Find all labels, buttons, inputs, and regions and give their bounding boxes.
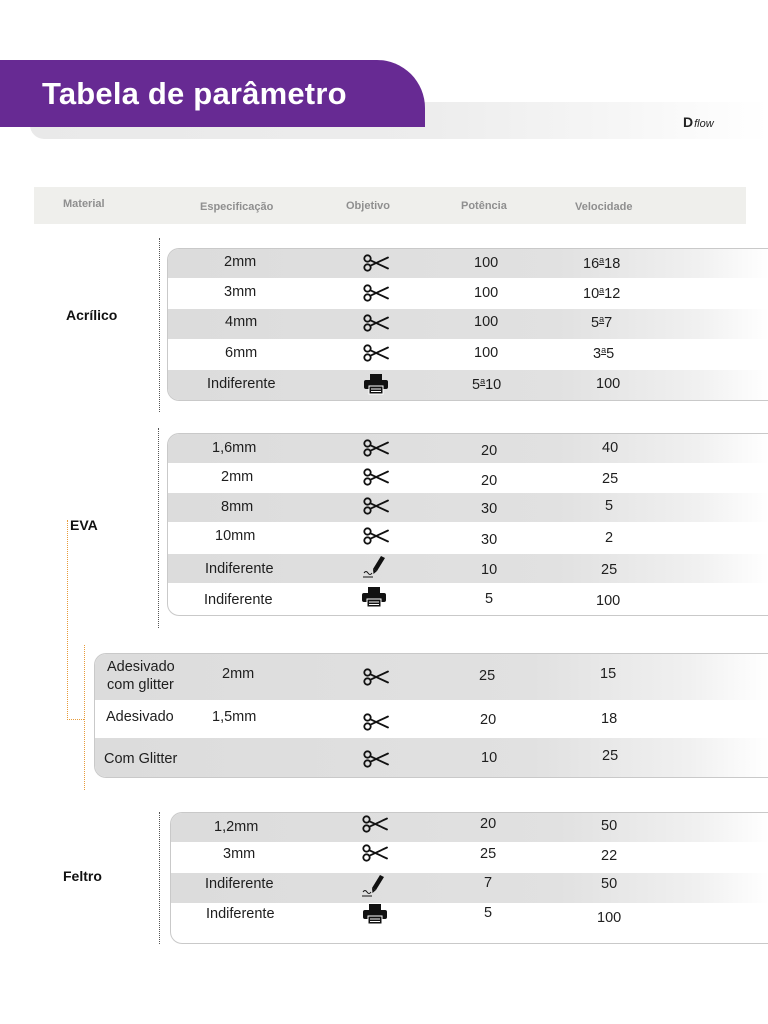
feltro-spec-1: 1,2mm bbox=[214, 819, 259, 835]
eva-speed-3: 5 bbox=[605, 498, 614, 514]
row-stripe bbox=[168, 249, 768, 278]
feltro-spec-4: Indiferente bbox=[206, 906, 275, 922]
material-feltro: Feltro bbox=[63, 868, 102, 884]
feltro-speed-2: 22 bbox=[601, 848, 618, 864]
material-eva: EVA bbox=[70, 517, 98, 533]
scissors-icon bbox=[363, 750, 389, 773]
scissors-icon bbox=[363, 713, 389, 736]
eva-spec-5: Indiferente bbox=[205, 561, 274, 577]
pen-icon bbox=[361, 553, 387, 584]
eva-link-line bbox=[67, 520, 68, 720]
row-stripe bbox=[168, 434, 768, 463]
feltro-spec-2: 3mm bbox=[223, 846, 256, 862]
eva-spec-4: 10mm bbox=[215, 528, 256, 544]
column-header-material: Material bbox=[63, 198, 105, 210]
adesivado-material-1b: com glitter bbox=[107, 677, 174, 693]
acrilico-power-1: 100 bbox=[474, 255, 499, 271]
eva-speed-2: 25 bbox=[602, 471, 619, 487]
column-header-speed: Velocidade bbox=[575, 201, 633, 213]
printer-icon bbox=[362, 903, 388, 930]
scissors-icon bbox=[363, 344, 389, 367]
acrilico-power-4: 100 bbox=[474, 345, 499, 361]
scissors-icon bbox=[363, 314, 389, 337]
acrilico-power-2: 100 bbox=[474, 285, 499, 301]
feltro-speed-4: 100 bbox=[597, 910, 622, 926]
adesivado-material-1a: Adesivado bbox=[107, 659, 175, 675]
feltro-speed-1: 50 bbox=[601, 818, 618, 834]
feltro-spec-3: Indiferente bbox=[205, 876, 274, 892]
scissors-icon bbox=[362, 815, 388, 838]
eva-speed-4: 2 bbox=[605, 530, 614, 546]
scissors-icon bbox=[363, 284, 389, 307]
acrilico-spec-1: 2mm bbox=[224, 254, 257, 270]
scissors-icon bbox=[362, 844, 388, 867]
acrilico-spec-2: 3mm bbox=[224, 284, 257, 300]
pen-icon bbox=[360, 872, 386, 903]
column-header-power: Potência bbox=[461, 200, 507, 212]
feltro-power-3: 7 bbox=[484, 875, 493, 891]
scissors-icon bbox=[363, 468, 389, 491]
column-header-objective: Objetivo bbox=[346, 200, 391, 212]
row-stripe bbox=[168, 493, 768, 522]
eva-power-5: 10 bbox=[481, 562, 498, 578]
acrilico-spec-4: 6mm bbox=[225, 345, 258, 361]
eva-power-1: 20 bbox=[481, 443, 498, 459]
adesivado-speed-1: 15 bbox=[600, 666, 617, 682]
adesivado-material-3: Com Glitter bbox=[104, 751, 178, 767]
acrilico-spec-3: 4mm bbox=[225, 314, 258, 330]
eva-speed-6: 100 bbox=[596, 593, 621, 609]
feltro-power-1: 20 bbox=[480, 816, 497, 832]
eva-spec-1: 1,6mm bbox=[212, 440, 257, 456]
acrilico-speed-4: 3$^a$5 bbox=[593, 345, 615, 362]
eva-speed-1: 40 bbox=[602, 440, 619, 456]
adesivado-power-2: 20 bbox=[480, 712, 497, 728]
feltro-speed-3: 50 bbox=[601, 876, 618, 892]
adesivado-spec-1: 2mm bbox=[222, 666, 255, 682]
row-stripe bbox=[168, 309, 768, 339]
column-header-spec: Especificação bbox=[200, 201, 274, 213]
feltro-guide-line bbox=[159, 812, 160, 944]
eva-power-3: 30 bbox=[481, 501, 498, 517]
page-title: Tabela de parâmetro bbox=[42, 76, 347, 111]
adesivado-speed-2: 18 bbox=[601, 711, 618, 727]
feltro-power-2: 25 bbox=[480, 846, 497, 862]
acrilico-speed-2: 10$^a$12 bbox=[583, 285, 621, 302]
eva-adesivado-table bbox=[94, 653, 768, 778]
adesivado-power-3: 10 bbox=[481, 750, 498, 766]
scissors-icon bbox=[363, 497, 389, 520]
adesivado-spec-2: 1,5mm bbox=[212, 709, 257, 725]
acrilico-spec-5: Indiferente bbox=[207, 376, 276, 392]
acrilico-power-5: 5$^a$10 bbox=[472, 376, 502, 393]
eva-power-6: 5 bbox=[485, 591, 494, 607]
acrilico-power-3: 100 bbox=[474, 314, 499, 330]
scissors-icon bbox=[363, 527, 389, 550]
scissors-icon bbox=[363, 668, 389, 691]
eva-link-line-h bbox=[67, 719, 84, 720]
eva-power-4: 30 bbox=[481, 532, 498, 548]
eva-spec-3: 8mm bbox=[221, 499, 254, 515]
adesivado-speed-3: 25 bbox=[602, 748, 619, 764]
row-stripe bbox=[95, 738, 768, 777]
eva-table bbox=[167, 433, 768, 616]
eva-spec-2: 2mm bbox=[221, 469, 254, 485]
printer-icon bbox=[361, 586, 387, 613]
acrilico-speed-1: 16$^a$18 bbox=[583, 255, 621, 272]
eva-speed-5: 25 bbox=[601, 562, 618, 578]
acrilico-speed-5: 100 bbox=[596, 376, 621, 392]
row-stripe bbox=[95, 654, 768, 700]
eva-link-line-2 bbox=[84, 645, 85, 790]
acrilico-speed-3: 5$^a$7 bbox=[591, 314, 613, 331]
feltro-power-4: 5 bbox=[484, 905, 493, 921]
adesivado-power-1: 25 bbox=[479, 668, 496, 684]
scissors-icon bbox=[363, 439, 389, 462]
eva-guide-line bbox=[158, 428, 159, 628]
eva-power-2: 20 bbox=[481, 473, 498, 489]
scissors-icon bbox=[363, 254, 389, 277]
material-acrilico: Acrílico bbox=[66, 307, 118, 323]
eva-spec-6: Indiferente bbox=[204, 592, 273, 608]
printer-icon bbox=[363, 373, 389, 400]
acrilico-guide-line bbox=[159, 238, 160, 412]
brand-logo: Dflow bbox=[683, 114, 714, 130]
row-stripe bbox=[171, 813, 768, 842]
adesivado-material-2: Adesivado bbox=[106, 709, 174, 725]
